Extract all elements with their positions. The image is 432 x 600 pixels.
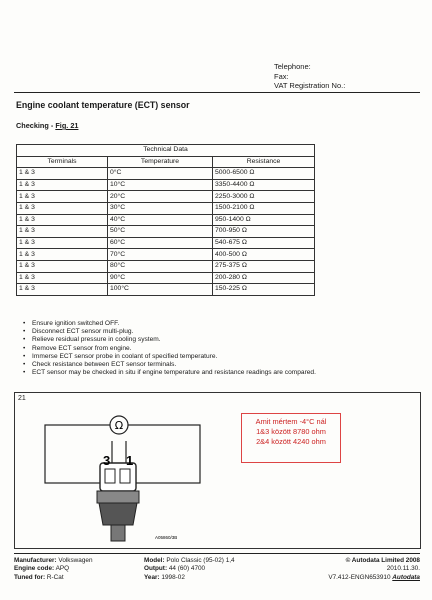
- cell-resistance: 2250-3000 Ω: [213, 191, 315, 203]
- table-row: [17, 202, 315, 214]
- table-row: [17, 168, 315, 180]
- cell-terminals: 1 & 3: [17, 202, 108, 214]
- note-line-2: 1&3 között 8780 ohm: [256, 427, 326, 436]
- checking-label: Checking -: [16, 121, 56, 130]
- cell-terminals: 1 & 3: [17, 272, 108, 284]
- cell-temperature: 50°C: [108, 226, 213, 238]
- table-row: [17, 260, 315, 272]
- step-item: • Remove ECT sensor from engine.: [32, 345, 316, 353]
- table-caption: Technical Data: [17, 145, 315, 157]
- ohm-symbol: Ω: [114, 419, 124, 432]
- footer-copyright: [328, 557, 420, 582]
- model-label: Model:: [144, 557, 165, 564]
- step-item: • ECT sensor may be checked in situ if engine temperature and resistance readings are compared.: [32, 369, 316, 377]
- manufacturer-label: Manufacturer:: [14, 557, 57, 564]
- table-row: [17, 226, 315, 238]
- terminal-label-3: 3: [103, 453, 111, 468]
- cell-terminals: 1 & 3: [17, 191, 108, 203]
- cell-terminals: 1 & 3: [17, 249, 108, 261]
- terminal-1-slot: [120, 469, 130, 483]
- ect-sensor-diagram: [15, 393, 420, 548]
- model-value: Polo Classic (95-02) 1,4: [166, 557, 235, 564]
- step-item: • Ensure ignition switched OFF.: [32, 320, 316, 328]
- note-line-3: 2&4 között 4240 ohm: [256, 437, 326, 446]
- autodata-logo: Autodata: [392, 573, 420, 581]
- cell-resistance: 400-500 Ω: [213, 249, 315, 261]
- table-row: [17, 191, 315, 203]
- cell-temperature: 0°C: [108, 168, 213, 180]
- cell-terminals: 1 & 3: [17, 168, 108, 180]
- cell-temperature: 30°C: [108, 202, 213, 214]
- figure-code: A05860/3B: [155, 535, 178, 540]
- checking-heading: [16, 121, 78, 130]
- figure-number: 21: [18, 395, 26, 402]
- top-divider: [14, 92, 420, 93]
- header-terminals: Terminals: [17, 156, 108, 168]
- cell-terminals: 1 & 3: [17, 226, 108, 238]
- table-row: [17, 214, 315, 226]
- cell-temperature: 90°C: [108, 272, 213, 284]
- cell-terminals: 1 & 3: [17, 260, 108, 272]
- copyright-text: © Autodata Limited 2008: [345, 557, 420, 564]
- vat-label: VAT Registration No.:: [274, 81, 346, 91]
- fig-21-link[interactable]: Fig. 21: [55, 121, 79, 130]
- tuned-label: Tuned for:: [14, 573, 46, 581]
- table-row: [17, 272, 315, 284]
- footer-model-info: [144, 557, 235, 582]
- table-row: [17, 284, 315, 296]
- step-item: • Relieve residual pressure in cooling system.: [32, 336, 316, 344]
- footer-divider: [14, 553, 420, 554]
- year-value: 1998-02: [161, 573, 185, 581]
- sensor-body: [99, 503, 137, 525]
- terminal-3-slot: [105, 469, 115, 483]
- sensor-probe-tip: [111, 525, 125, 541]
- manufacturer-value: Volkswagen: [58, 557, 93, 564]
- measurement-note: [241, 413, 341, 463]
- reference-code: V7.412-ENGN653910: [328, 573, 391, 581]
- cell-temperature: 10°C: [108, 179, 213, 191]
- cell-terminals: 1 & 3: [17, 179, 108, 191]
- step-item: • Immerse ECT sensor probe in coolant of specified temperature.: [32, 353, 316, 361]
- cell-resistance: 540-675 Ω: [213, 237, 315, 249]
- terminal-label-1: 1: [126, 453, 134, 468]
- telephone-label: Telephone:: [274, 62, 311, 71]
- step-item: • Check resistance between ECT sensor terminals.: [32, 361, 316, 369]
- print-date: 2010.11.30.: [386, 565, 420, 573]
- figure-21-box: [14, 392, 421, 549]
- cell-resistance: 150-225 Ω: [213, 284, 315, 296]
- table-row: [17, 237, 315, 249]
- fax-label: Fax:: [274, 71, 289, 81]
- engine-label: Engine code:: [14, 565, 55, 573]
- cell-terminals: 1 & 3: [17, 284, 108, 296]
- step-item: • Disconnect ECT sensor multi-plug.: [32, 328, 316, 336]
- cell-terminals: 1 & 3: [17, 237, 108, 249]
- engine-value: APQ: [55, 565, 70, 573]
- cell-resistance: 275-375 Ω: [213, 260, 315, 272]
- output-label: Output:: [144, 565, 168, 573]
- header-resistance: Resistance: [213, 156, 315, 168]
- sensor-collar: [97, 491, 139, 503]
- cell-resistance: 5000-6500 Ω: [213, 168, 315, 180]
- cell-resistance: 700-950 Ω: [213, 226, 315, 238]
- cell-resistance: 3350-4400 Ω: [213, 179, 315, 191]
- page-title: Engine coolant temperature (ECT) sensor: [16, 100, 190, 110]
- contact-block: [274, 62, 345, 91]
- table-row: [17, 249, 315, 261]
- cell-resistance: 200-280 Ω: [213, 272, 315, 284]
- cell-temperature: 20°C: [108, 191, 213, 203]
- year-label: Year:: [144, 573, 160, 581]
- cell-temperature: 100°C: [108, 284, 213, 296]
- table-body: [17, 168, 315, 296]
- tuned-value: R-Cat: [46, 573, 64, 581]
- header-temperature: Temperature: [108, 156, 213, 168]
- table-row: [17, 179, 315, 191]
- cell-temperature: 40°C: [108, 214, 213, 226]
- cell-temperature: 70°C: [108, 249, 213, 261]
- cell-terminals: 1 & 3: [17, 214, 108, 226]
- footer-vehicle-info: [14, 557, 93, 582]
- checking-steps-list: [20, 320, 316, 377]
- cell-temperature: 80°C: [108, 260, 213, 272]
- note-line-1: Amit mértem -4°C nál: [255, 417, 327, 426]
- cell-resistance: 950-1400 Ω: [213, 214, 315, 226]
- footer: [14, 556, 420, 584]
- cell-resistance: 1500-2100 Ω: [213, 202, 315, 214]
- technical-data-table: [16, 144, 315, 296]
- output-value: 44 (60) 4700: [168, 565, 206, 573]
- cell-temperature: 60°C: [108, 237, 213, 249]
